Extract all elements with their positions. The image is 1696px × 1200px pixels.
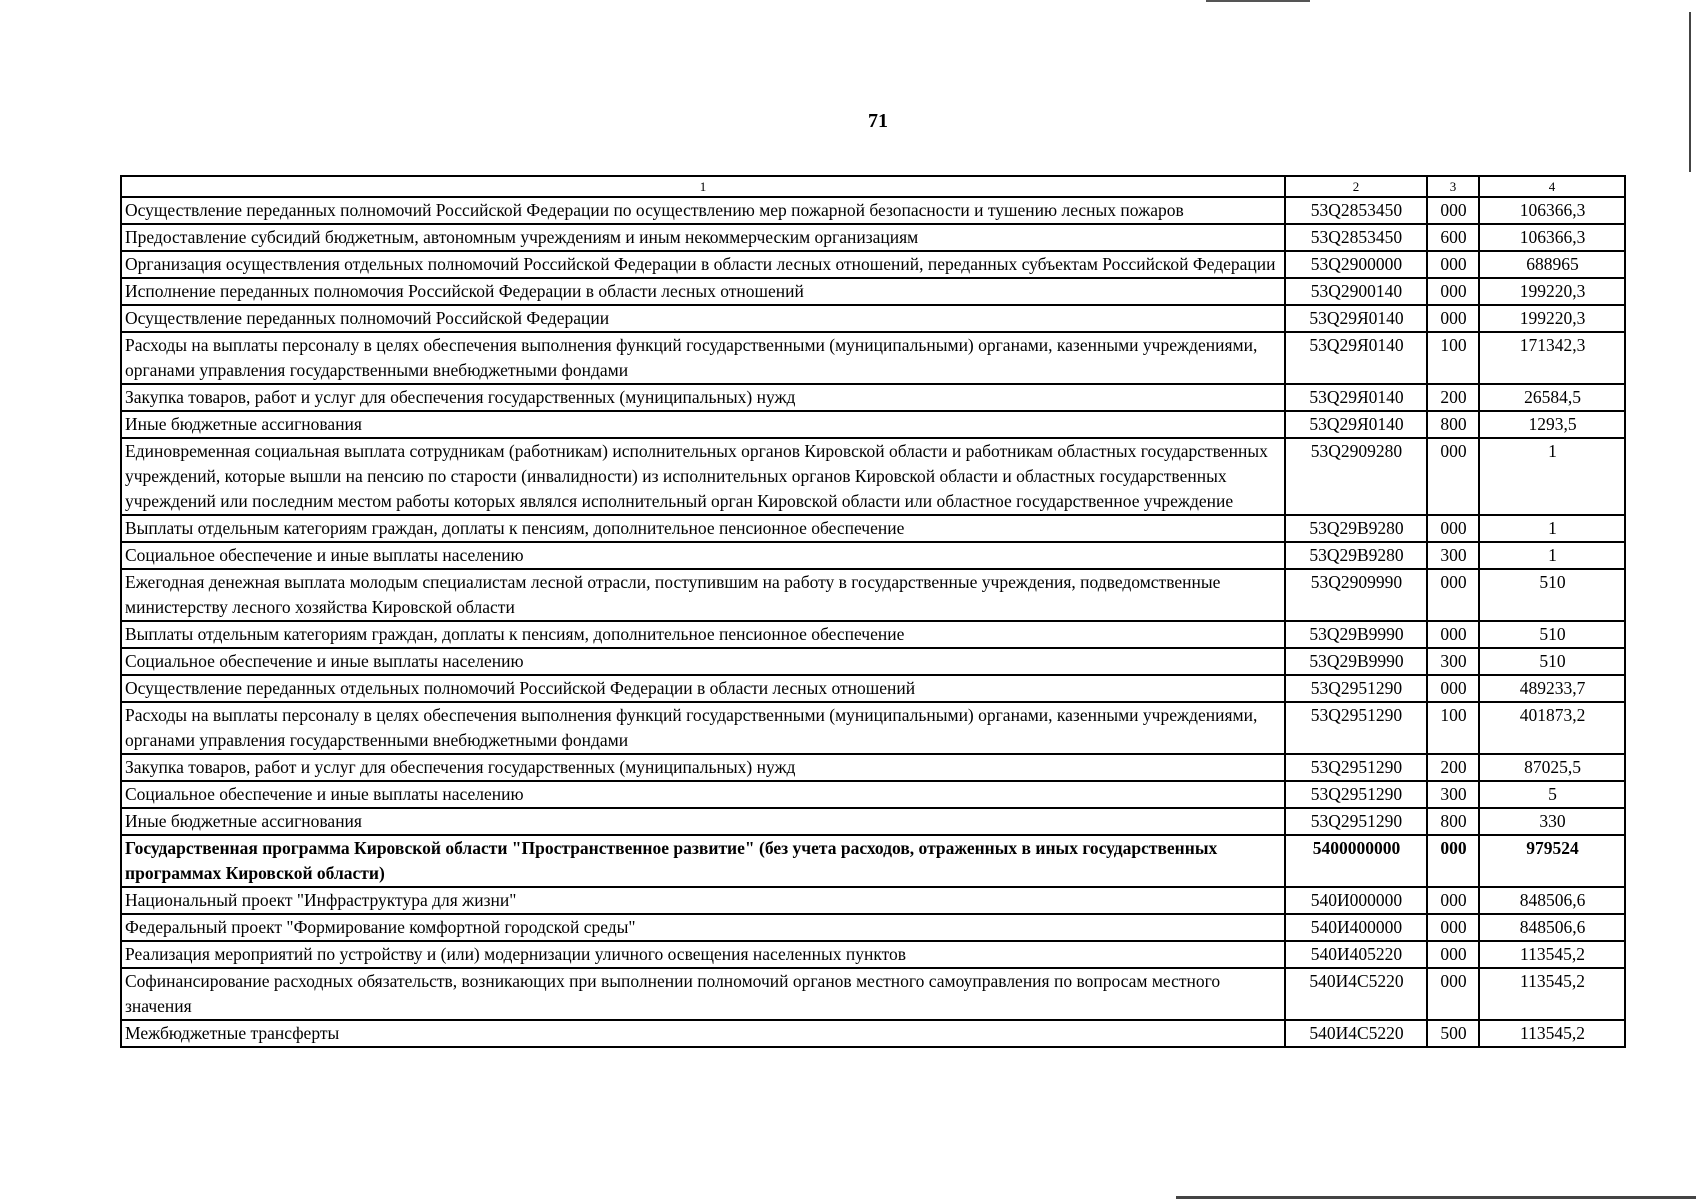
- table-row: [121, 887, 1625, 914]
- table-row: [121, 278, 1625, 305]
- row-name-cell: Социальное обеспечение и иные выплаты населению: [121, 781, 1285, 808]
- table-row: [121, 914, 1625, 941]
- top-edge-line: [1206, 0, 1310, 2]
- row-name-cell: Осуществление переданных отдельных полномочий Российской Федерации в области лесных отношений: [121, 675, 1285, 702]
- row-code-cell: 53Q29Я0140: [1285, 332, 1427, 384]
- table-row: [121, 411, 1625, 438]
- table-row: [121, 332, 1625, 384]
- header-col-2: 2: [1285, 176, 1427, 197]
- row-code-cell: 53Q29B9990: [1285, 621, 1427, 648]
- row-amount-cell: 1: [1479, 515, 1625, 542]
- row-amount-cell: 113545,2: [1479, 941, 1625, 968]
- table-header-row: [121, 176, 1625, 197]
- row-type-cell: 000: [1427, 251, 1479, 278]
- row-code-cell: 53Q2951290: [1285, 808, 1427, 835]
- row-code-cell: 53Q2909280: [1285, 438, 1427, 515]
- scan-edge-mark: [1689, 12, 1691, 172]
- table-row: [121, 1020, 1625, 1047]
- row-name-cell: Национальный проект "Инфраструктура для жизни": [121, 887, 1285, 914]
- row-code-cell: 540И4С5220: [1285, 968, 1427, 1020]
- row-amount-cell: 510: [1479, 621, 1625, 648]
- row-amount-cell: 688965: [1479, 251, 1625, 278]
- row-name-cell: Закупка товаров, работ и услуг для обеспечения государственных (муниципальных) нужд: [121, 384, 1285, 411]
- row-code-cell: 53Q29B9280: [1285, 542, 1427, 569]
- header-col-4: 4: [1479, 176, 1625, 197]
- table-body: [121, 197, 1625, 1047]
- row-type-cell: 000: [1427, 569, 1479, 621]
- row-code-cell: 540И405220: [1285, 941, 1427, 968]
- row-amount-cell: 489233,7: [1479, 675, 1625, 702]
- row-amount-cell: 848506,6: [1479, 887, 1625, 914]
- table-row: [121, 675, 1625, 702]
- row-type-cell: 000: [1427, 515, 1479, 542]
- row-code-cell: 53Q2900000: [1285, 251, 1427, 278]
- row-code-cell: 53Q2853450: [1285, 197, 1427, 224]
- row-code-cell: 5400000000: [1285, 835, 1427, 887]
- row-name-cell: Предоставление субсидий бюджетным, автономным учреждениям и иным некоммерческим организациям: [121, 224, 1285, 251]
- row-amount-cell: 199220,3: [1479, 305, 1625, 332]
- table-row: [121, 968, 1625, 1020]
- row-amount-cell: 113545,2: [1479, 1020, 1625, 1047]
- row-name-cell: Ежегодная денежная выплата молодым специалистам лесной отрасли, поступившим на работу в государственные учреждения, подведомственные министерству лесного хозяйства Кировской области: [121, 569, 1285, 621]
- row-type-cell: 000: [1427, 305, 1479, 332]
- row-code-cell: 53Q2900140: [1285, 278, 1427, 305]
- table-row: [121, 542, 1625, 569]
- row-amount-cell: 1: [1479, 542, 1625, 569]
- row-amount-cell: 401873,2: [1479, 702, 1625, 754]
- row-name-cell: Государственная программа Кировской области "Пространственное развитие" (без учета расходов, отраженных в иных государственных программах Кировской области): [121, 835, 1285, 887]
- row-name-cell: Федеральный проект "Формирование комфортной городской среды": [121, 914, 1285, 941]
- row-type-cell: 100: [1427, 702, 1479, 754]
- row-type-cell: 200: [1427, 384, 1479, 411]
- row-amount-cell: 5: [1479, 781, 1625, 808]
- row-amount-cell: 113545,2: [1479, 968, 1625, 1020]
- table-row: [121, 941, 1625, 968]
- row-amount-cell: 106366,3: [1479, 197, 1625, 224]
- row-type-cell: 000: [1427, 675, 1479, 702]
- header-col-1: 1: [121, 176, 1285, 197]
- row-type-cell: 800: [1427, 411, 1479, 438]
- table-row: [121, 438, 1625, 515]
- table-row: [121, 754, 1625, 781]
- row-type-cell: 000: [1427, 835, 1479, 887]
- row-type-cell: 000: [1427, 941, 1479, 968]
- row-amount-cell: 510: [1479, 569, 1625, 621]
- table-row: [121, 197, 1625, 224]
- row-type-cell: 500: [1427, 1020, 1479, 1047]
- row-amount-cell: 199220,3: [1479, 278, 1625, 305]
- table-row: [121, 835, 1625, 887]
- row-name-cell: Выплаты отдельным категориям граждан, доплаты к пенсиям, дополнительное пенсионное обеспечение: [121, 621, 1285, 648]
- row-code-cell: 53Q29Я0140: [1285, 411, 1427, 438]
- row-code-cell: 53Q2951290: [1285, 675, 1427, 702]
- row-type-cell: 000: [1427, 438, 1479, 515]
- table-row: [121, 621, 1625, 648]
- row-name-cell: Межбюджетные трансферты: [121, 1020, 1285, 1047]
- budget-table: [120, 175, 1626, 1048]
- row-type-cell: 000: [1427, 914, 1479, 941]
- table-row: [121, 224, 1625, 251]
- row-amount-cell: 26584,5: [1479, 384, 1625, 411]
- row-code-cell: 53Q2951290: [1285, 702, 1427, 754]
- header-col-3: 3: [1427, 176, 1479, 197]
- row-type-cell: 000: [1427, 621, 1479, 648]
- row-amount-cell: 848506,6: [1479, 914, 1625, 941]
- row-type-cell: 200: [1427, 754, 1479, 781]
- row-name-cell: Осуществление переданных полномочий Российской Федерации по осуществлению мер пожарной безопасности и тушению лесных пожаров: [121, 197, 1285, 224]
- row-type-cell: 800: [1427, 808, 1479, 835]
- row-name-cell: Единовременная социальная выплата сотрудникам (работникам) исполнительных органов Кировской области и работникам областных государственных учреждений, которые вышли на пенсию по старости (инвалидности) из исполнительных органов Кировской области и областных государственных учреждений или последним местом работы которых являлся исполнительный орган Кировской области или областное государственное учреждение: [121, 438, 1285, 515]
- row-amount-cell: 1293,5: [1479, 411, 1625, 438]
- row-amount-cell: 979524: [1479, 835, 1625, 887]
- row-name-cell: Социальное обеспечение и иные выплаты населению: [121, 648, 1285, 675]
- row-amount-cell: 106366,3: [1479, 224, 1625, 251]
- row-type-cell: 600: [1427, 224, 1479, 251]
- row-name-cell: Социальное обеспечение и иные выплаты населению: [121, 542, 1285, 569]
- row-type-cell: 300: [1427, 648, 1479, 675]
- row-amount-cell: 510: [1479, 648, 1625, 675]
- row-code-cell: 53Q29B9990: [1285, 648, 1427, 675]
- row-type-cell: 300: [1427, 781, 1479, 808]
- row-code-cell: 540И4С5220: [1285, 1020, 1427, 1047]
- row-code-cell: 540И000000: [1285, 887, 1427, 914]
- row-amount-cell: 171342,3: [1479, 332, 1625, 384]
- row-type-cell: 000: [1427, 278, 1479, 305]
- table-row: [121, 569, 1625, 621]
- row-name-cell: Софинансирование расходных обязательств, возникающих при выполнении полномочий органов местного самоуправления по вопросам местного значения: [121, 968, 1285, 1020]
- table-row: [121, 305, 1625, 332]
- row-code-cell: 540И400000: [1285, 914, 1427, 941]
- row-type-cell: 100: [1427, 332, 1479, 384]
- table-row: [121, 781, 1625, 808]
- row-name-cell: Осуществление переданных полномочий Российской Федерации: [121, 305, 1285, 332]
- row-code-cell: 53Q29B9280: [1285, 515, 1427, 542]
- row-amount-cell: 330: [1479, 808, 1625, 835]
- row-name-cell: Закупка товаров, работ и услуг для обеспечения государственных (муниципальных) нужд: [121, 754, 1285, 781]
- table-row: [121, 648, 1625, 675]
- row-type-cell: 000: [1427, 887, 1479, 914]
- row-name-cell: Расходы на выплаты персоналу в целях обеспечения выполнения функций государственными (муниципальными) органами, казенными учреждениями, органами управления государственными внебюджетными фондами: [121, 702, 1285, 754]
- row-amount-cell: 87025,5: [1479, 754, 1625, 781]
- row-code-cell: 53Q2909990: [1285, 569, 1427, 621]
- row-code-cell: 53Q29Я0140: [1285, 305, 1427, 332]
- row-name-cell: Расходы на выплаты персоналу в целях обеспечения выполнения функций государственными (муниципальными) органами, казенными учреждениями, органами управления государственными внебюджетными фондами: [121, 332, 1285, 384]
- row-name-cell: Реализация мероприятий по устройству и (или) модернизации уличного освещения населенных пунктов: [121, 941, 1285, 968]
- table-row: [121, 808, 1625, 835]
- row-type-cell: 300: [1427, 542, 1479, 569]
- row-code-cell: 53Q2853450: [1285, 224, 1427, 251]
- row-code-cell: 53Q2951290: [1285, 781, 1427, 808]
- row-name-cell: Иные бюджетные ассигнования: [121, 411, 1285, 438]
- table-row: [121, 515, 1625, 542]
- row-amount-cell: 1: [1479, 438, 1625, 515]
- row-type-cell: 000: [1427, 197, 1479, 224]
- row-type-cell: 000: [1427, 968, 1479, 1020]
- table-row: [121, 702, 1625, 754]
- row-name-cell: Исполнение переданных полномочия Российской Федерации в области лесных отношений: [121, 278, 1285, 305]
- table-row: [121, 384, 1625, 411]
- table-row: [121, 251, 1625, 278]
- row-code-cell: 53Q29Я0140: [1285, 384, 1427, 411]
- row-name-cell: Организация осуществления отдельных полномочий Российской Федерации в области лесных отношений, переданных субъектам Российской Федерации: [121, 251, 1285, 278]
- bottom-edge-line: [1176, 1196, 1696, 1199]
- row-name-cell: Выплаты отдельным категориям граждан, доплаты к пенсиям, дополнительное пенсионное обеспечение: [121, 515, 1285, 542]
- page-number: 71: [868, 110, 888, 132]
- row-code-cell: 53Q2951290: [1285, 754, 1427, 781]
- row-name-cell: Иные бюджетные ассигнования: [121, 808, 1285, 835]
